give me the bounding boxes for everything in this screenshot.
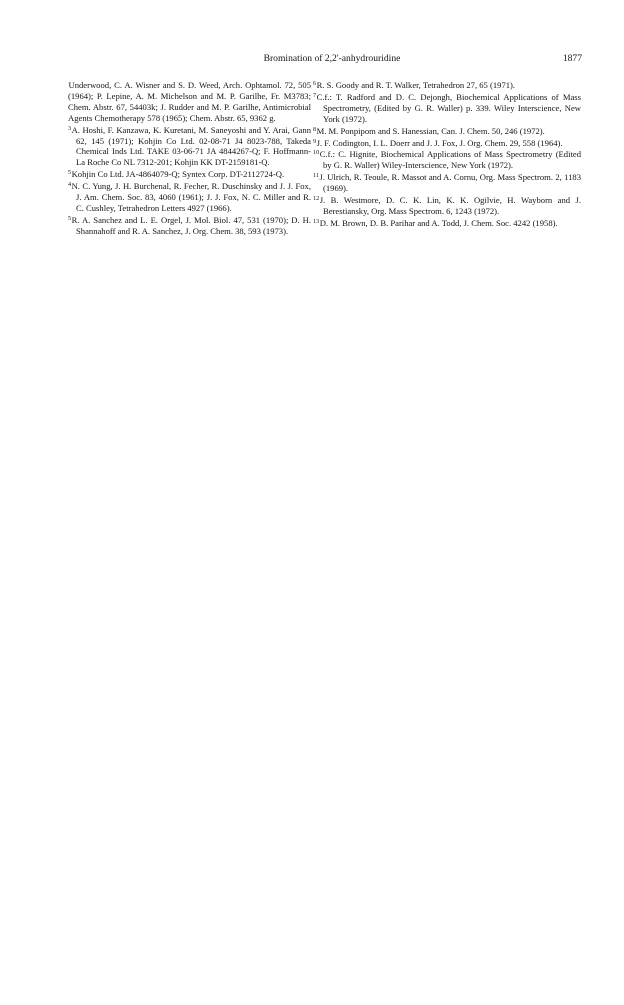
reference-number: 13 <box>313 217 320 225</box>
reference-number: 8 <box>313 125 317 133</box>
page-header <box>82 52 582 66</box>
reference-entry <box>68 180 311 214</box>
reference-text: R. S. Goody and R. T. Walker, Tetrahedron 27, 65 (1971). <box>316 80 516 90</box>
reference-entry <box>313 125 581 137</box>
reference-number: 12 <box>313 195 320 203</box>
reference-entry <box>68 79 311 124</box>
reference-number: 7 <box>313 91 317 99</box>
reference-text: C.f.: T. Radford and D. C. Dejongh, Biochemical Applications of Mass Spectrometry, (Edited by G. R. Waller) p. 339. Wiley Interscience, New York (1972). <box>316 91 581 124</box>
reference-entry <box>313 137 581 149</box>
reference-text: D. M. Brown, D. B. Parihar and A. Todd, J. Chem. Soc. 4242 (1958). <box>319 217 558 228</box>
running-title: Bromination of 2,2'-anhydrouridine <box>263 53 401 64</box>
reference-entry <box>313 194 581 217</box>
reference-number: 10 <box>313 149 320 157</box>
reference-entry <box>313 79 581 91</box>
reference-entry <box>313 171 581 194</box>
reference-entry <box>313 91 581 125</box>
page-number: 1877 <box>562 53 582 64</box>
reference-entry <box>313 217 581 229</box>
reference-number: 4 <box>68 181 72 189</box>
reference-number: 3 <box>68 124 72 132</box>
reference-entry <box>68 214 311 237</box>
reference-text: J. Ulrich, R. Teoule, R. Massot and A. Cornu, Org. Mass Spectrom. 2, 1183 (1969). <box>319 172 581 194</box>
reference-text: Kohjin Co Ltd. JA-4864079-Q; Syntex Corp. DT-2112724-Q. <box>71 169 285 180</box>
references-left-column <box>68 79 311 237</box>
reference-number: 6 <box>313 80 317 87</box>
reference-text: Underwood, C. A. Wisner and S. D. Weed, Arch. Ophtamol. 72, 505 (1964); P. Lepine, A. M. Michelson and M. P. Garilhe, Fr. M3783; Chem. Abstr. 67, 54403k; J. Rudder and M. P. Garilhe, Antimicrobial Agents Chemotherapy 578 (1965); Chem. Abstr. 65, 9362 g. <box>68 80 311 123</box>
reference-entry <box>68 168 311 180</box>
reference-number: 5 <box>68 214 72 222</box>
reference-number: 11 <box>313 172 319 180</box>
references-right-column <box>313 79 581 229</box>
reference-number: 9 <box>313 137 317 145</box>
reference-text: A. Hoshi, F. Kanzawa, K. Kuretani, M. Saneyoshi and Y. Arai, Gann 62, 145 (1971); Kohjin Co Ltd. 02-08-71 J4 8023-788, Takeda Chemical Inds Ltd. TAKE 03-06-71 JA 4844267-Q; F. Hoffmann-La Roche Co NL 7312-201; Kohjin KK DT-2159181-Q. <box>71 124 311 168</box>
reference-text: J. B. Westmore, D. C. K. Lin, K. K. Ogilvie, H. Wayborn and J. Berestiansky, Org. Mass Spectrom. 6, 1243 (1972). <box>319 195 581 216</box>
reference-text: R. A. Sanchez and L. E. Orgel, J. Mol. Biol. 47, 531 (1970); D. H. Shannahoff and R. A. Sanchez, J. Org. Chem. 38, 593 (1973). <box>71 214 311 236</box>
reference-entry <box>313 148 581 171</box>
reference-entry <box>68 124 311 169</box>
reference-number: 5 <box>68 169 72 177</box>
reference-text: C.f.: C. Hignite, Biochemical Applications of Mass Spectrometry (Edited by G. R. Waller) Wiley-Interscience, New York (1972). <box>319 149 581 171</box>
reference-text: J. F. Codington, I. L. Doerr and J. J. Fox, J. Org. Chem. 29, 558 (1964). <box>316 137 563 148</box>
reference-text: N. C. Yung, J. H. Burchenal, R. Fecher, R. Duschinsky and J. J. Fox, J. Am. Chem. Soc. 83, 4060 (1961); J. J. Fox, N. C. Miller and R. C. Cushley, Tetrahedron Letters 4927 (1966). <box>71 181 311 213</box>
reference-text: M. M. Ponpipom and S. Hanessian, Can. J. Chem. 50, 246 (1972). <box>316 125 545 136</box>
